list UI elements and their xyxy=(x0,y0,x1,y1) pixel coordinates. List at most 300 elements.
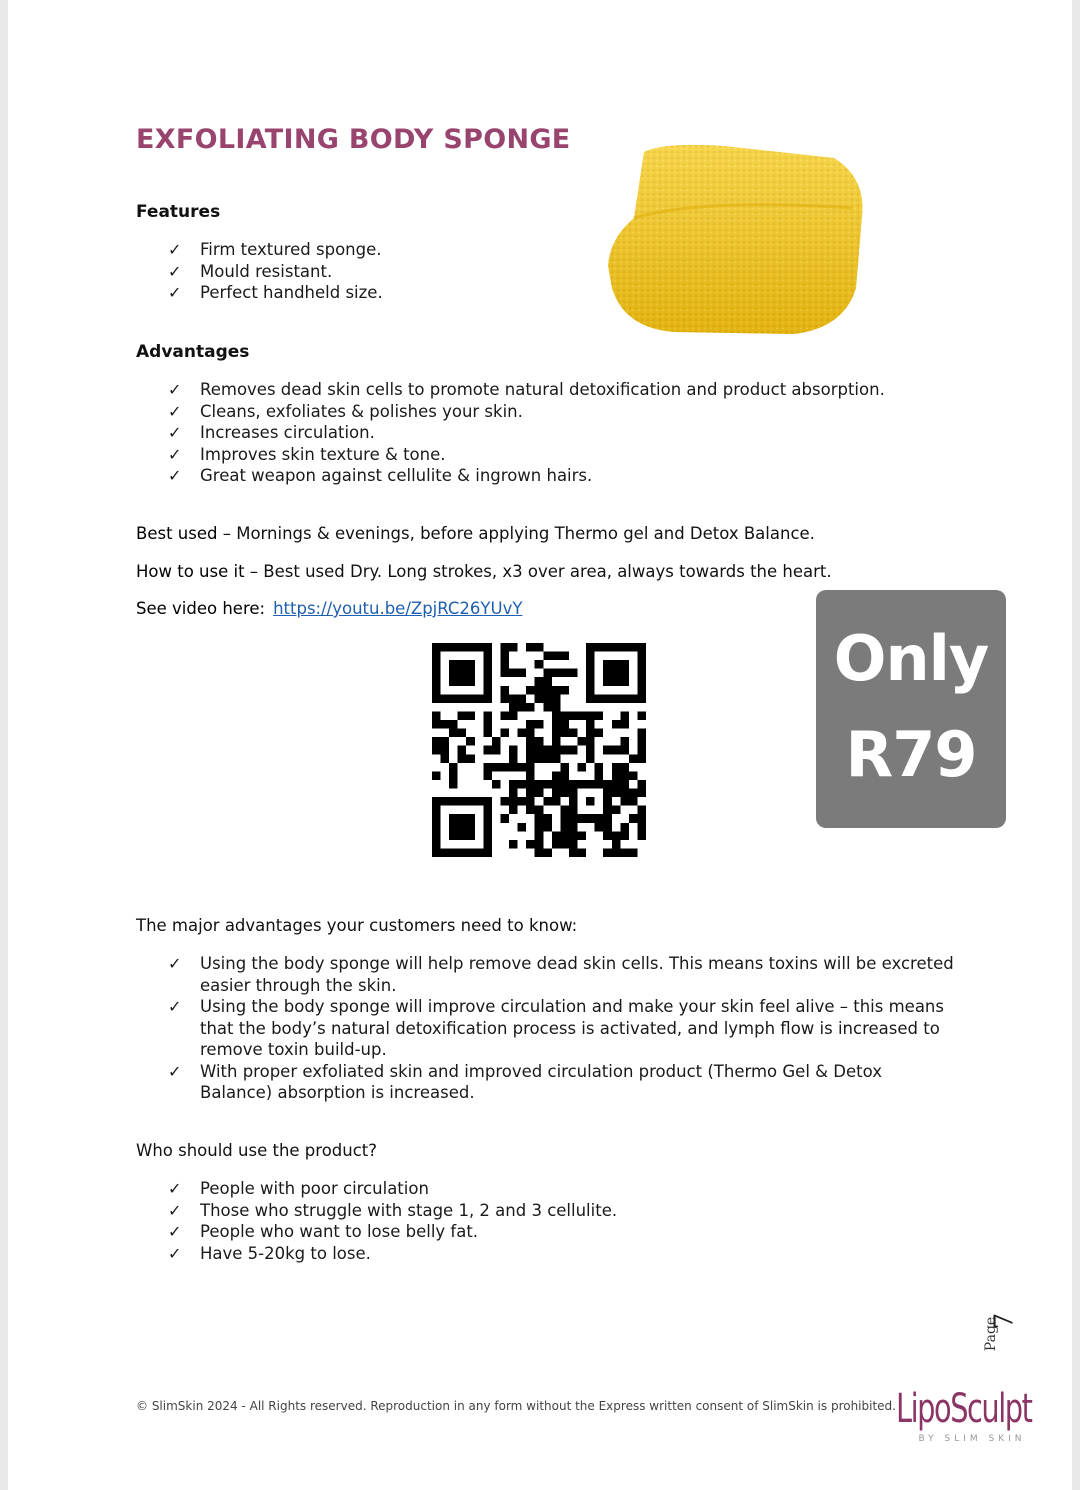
qr-module xyxy=(483,720,492,729)
check-icon: ✓ xyxy=(168,380,182,399)
features-heading: Features xyxy=(136,202,221,222)
qr-module xyxy=(620,660,629,669)
qr-module xyxy=(475,848,484,857)
best-used-line xyxy=(136,524,815,543)
qr-module xyxy=(466,660,475,669)
qr-module xyxy=(526,729,535,738)
price-value: R79 xyxy=(845,718,977,791)
qr-module xyxy=(500,686,509,695)
qr-module xyxy=(603,806,612,815)
qr-module xyxy=(552,771,561,780)
qr-module xyxy=(578,848,587,857)
qr-module xyxy=(637,780,646,789)
qr-module xyxy=(509,789,518,798)
check-icon: ✓ xyxy=(168,1200,182,1220)
qr-module xyxy=(432,643,441,652)
qr-module xyxy=(483,729,492,738)
qr-module xyxy=(458,677,467,686)
qr-module xyxy=(535,660,544,669)
qr-module xyxy=(483,660,492,669)
qr-module xyxy=(560,720,569,729)
qr-module xyxy=(620,737,629,746)
qr-module xyxy=(526,737,535,746)
list-item: ✓ Firm textured sponge. xyxy=(168,240,382,259)
price-badge xyxy=(816,590,1006,828)
qr-module xyxy=(535,806,544,815)
qr-module xyxy=(552,729,561,738)
qr-module xyxy=(458,694,467,703)
qr-module xyxy=(543,652,552,661)
qr-module xyxy=(586,652,595,661)
qr-module xyxy=(586,737,595,746)
qr-module xyxy=(552,797,561,806)
qr-module xyxy=(620,848,629,857)
qr-module xyxy=(466,711,475,720)
qr-module xyxy=(637,711,646,720)
qr-module xyxy=(612,848,621,857)
qr-module xyxy=(441,754,450,763)
qr-module xyxy=(458,823,467,832)
qr-module xyxy=(500,797,509,806)
qr-module xyxy=(552,686,561,695)
qr-module xyxy=(595,694,604,703)
qr-module xyxy=(569,729,578,738)
who-list xyxy=(168,1178,617,1264)
page-number-value: 7 xyxy=(989,1312,1020,1330)
qr-module xyxy=(569,797,578,806)
qr-module xyxy=(432,823,441,832)
list-item: ✓ Great weapon against cellulite & ingrown hairs. xyxy=(168,466,593,485)
qr-module xyxy=(552,746,561,755)
qr-module xyxy=(483,797,492,806)
qr-module xyxy=(509,797,518,806)
qr-module xyxy=(518,797,527,806)
qr-module xyxy=(586,677,595,686)
qr-module xyxy=(432,831,441,840)
qr-module xyxy=(458,746,467,755)
best-used-text: – Mornings & evenings, before applying Thermo gel and Detox Balance. xyxy=(217,524,815,543)
qr-module xyxy=(620,720,629,729)
qr-module xyxy=(552,754,561,763)
qr-module xyxy=(475,643,484,652)
list-item: ✓ Mould resistant. xyxy=(168,261,333,281)
qr-module xyxy=(432,669,441,678)
qr-module xyxy=(637,789,646,798)
qr-module xyxy=(612,677,621,686)
qr-module xyxy=(526,771,535,780)
qr-module xyxy=(526,780,535,789)
qr-module xyxy=(578,780,587,789)
qr-module xyxy=(620,831,629,840)
qr-module xyxy=(560,780,569,789)
qr-module xyxy=(595,780,604,789)
qr-module xyxy=(509,643,518,652)
qr-module xyxy=(509,694,518,703)
qr-module xyxy=(500,643,509,652)
qr-module xyxy=(620,797,629,806)
sponge-image xyxy=(604,138,870,338)
major-advantages-heading: The major advantages your customers need to know: xyxy=(136,916,578,935)
qr-module xyxy=(492,780,501,789)
qr-module xyxy=(612,789,621,798)
qr-module xyxy=(509,703,518,712)
qr-module xyxy=(543,677,552,686)
copyright-notice: © SlimSkin 2024 - All Rights reserved. Reproduction in any form without the Express written consent of SlimSkin is prohibited. xyxy=(136,1399,896,1413)
list-item: ✓ Those who struggle with stage 1, 2 and 3 cellulite. xyxy=(168,1200,618,1220)
qr-module xyxy=(637,754,646,763)
qr-module xyxy=(458,660,467,669)
qr-module xyxy=(518,703,527,712)
qr-module xyxy=(466,669,475,678)
qr-module xyxy=(552,840,561,849)
qr-module xyxy=(483,814,492,823)
list-item: ✓ Have 5-20kg to lose. xyxy=(168,1243,371,1263)
list-item: ✓ Improves skin texture & tone. xyxy=(168,444,446,464)
page-title: EXFOLIATING BODY SPONGE xyxy=(136,124,571,155)
qr-module xyxy=(560,771,569,780)
qr-module xyxy=(637,660,646,669)
qr-module xyxy=(526,754,535,763)
qr-module xyxy=(552,669,561,678)
how-to-use-text: – Best used Dry. Long strokes, x3 over area, always towards the heart. xyxy=(244,562,832,581)
qr-module xyxy=(603,669,612,678)
qr-module xyxy=(595,771,604,780)
qr-module xyxy=(526,797,535,806)
qr-module xyxy=(586,686,595,695)
qr-module xyxy=(586,643,595,652)
qr-module xyxy=(449,771,458,780)
qr-module xyxy=(552,780,561,789)
qr-module xyxy=(543,669,552,678)
qr-module xyxy=(458,729,467,738)
qr-module xyxy=(500,652,509,661)
qr-module xyxy=(432,694,441,703)
qr-module xyxy=(552,720,561,729)
qr-module xyxy=(483,669,492,678)
qr-module xyxy=(612,780,621,789)
how-to-use-line xyxy=(136,562,832,581)
qr-module xyxy=(432,652,441,661)
qr-module xyxy=(552,652,561,661)
qr-module xyxy=(620,711,629,720)
qr-module xyxy=(518,763,527,772)
qr-module xyxy=(569,669,578,678)
qr-module xyxy=(543,694,552,703)
qr-module xyxy=(637,694,646,703)
qr-module xyxy=(432,746,441,755)
qr-module xyxy=(560,831,569,840)
qr-module xyxy=(620,677,629,686)
video-label: See video here: xyxy=(136,599,266,618)
qr-module xyxy=(432,686,441,695)
qr-module xyxy=(612,643,621,652)
check-icon: ✓ xyxy=(168,997,182,1016)
qr-module xyxy=(569,823,578,832)
qr-module xyxy=(518,729,527,738)
qr-module xyxy=(578,763,587,772)
qr-module xyxy=(620,694,629,703)
qr-module xyxy=(500,694,509,703)
qr-module xyxy=(535,840,544,849)
qr-module xyxy=(612,660,621,669)
qr-module xyxy=(483,746,492,755)
video-line xyxy=(136,599,522,618)
qr-module xyxy=(449,729,458,738)
qr-module xyxy=(535,754,544,763)
price-only-text: Only xyxy=(833,622,989,695)
qr-module xyxy=(492,737,501,746)
logo-tagline: BY SLIM SKIN xyxy=(918,1434,1026,1444)
qr-module xyxy=(518,694,527,703)
qr-module xyxy=(586,660,595,669)
qr-module xyxy=(603,643,612,652)
list-item: ✓ With proper exfoliated skin and improved circulation product (Thermo Gel & Detox Balance) absorption is increased. xyxy=(168,1061,882,1102)
qr-module xyxy=(560,840,569,849)
advantages-heading: Advantages xyxy=(136,342,250,362)
qr-module xyxy=(560,746,569,755)
qr-module xyxy=(586,746,595,755)
qr-module xyxy=(603,660,612,669)
qr-module xyxy=(535,643,544,652)
qr-module xyxy=(526,643,535,652)
qr-module xyxy=(500,711,509,720)
qr-module xyxy=(543,797,552,806)
check-icon: ✓ xyxy=(168,283,182,302)
qr-module xyxy=(569,711,578,720)
qr-module xyxy=(432,737,441,746)
qr-module xyxy=(543,823,552,832)
qr-module xyxy=(441,737,450,746)
qr-module xyxy=(449,814,458,823)
qr-module xyxy=(483,686,492,695)
qr-module xyxy=(612,720,621,729)
qr-module xyxy=(535,737,544,746)
qr-code[interactable] xyxy=(432,643,646,857)
qr-module xyxy=(620,746,629,755)
qr-module xyxy=(466,754,475,763)
qr-module xyxy=(543,746,552,755)
qr-module xyxy=(535,677,544,686)
qr-module xyxy=(603,789,612,798)
qr-module xyxy=(612,831,621,840)
best-used-label: Best used xyxy=(136,524,218,543)
list-item: ✓ People who want to lose belly fat. xyxy=(168,1222,479,1241)
video-link[interactable]: https://youtu.be/ZpjRC26YUvY xyxy=(273,599,523,618)
qr-module xyxy=(492,746,501,755)
check-icon: ✓ xyxy=(168,261,182,281)
qr-module xyxy=(500,729,509,738)
qr-module xyxy=(595,711,604,720)
qr-module xyxy=(586,694,595,703)
qr-module xyxy=(526,840,535,849)
qr-module xyxy=(603,780,612,789)
list-item: ✓ People with poor circulation xyxy=(168,1179,429,1198)
qr-module xyxy=(629,789,638,798)
qr-module xyxy=(535,789,544,798)
qr-module xyxy=(526,746,535,755)
qr-module xyxy=(483,643,492,652)
logo-brand-text: LipoSculpt xyxy=(896,1386,1032,1432)
qr-module xyxy=(449,694,458,703)
qr-module xyxy=(560,711,569,720)
qr-module xyxy=(449,831,458,840)
qr-module xyxy=(560,729,569,738)
qr-module xyxy=(458,831,467,840)
qr-module xyxy=(637,806,646,815)
check-icon: ✓ xyxy=(168,423,182,442)
qr-module xyxy=(637,686,646,695)
qr-module xyxy=(509,840,518,849)
qr-module xyxy=(560,814,569,823)
qr-module xyxy=(449,823,458,832)
qr-module xyxy=(637,669,646,678)
check-icon: ✓ xyxy=(168,1061,182,1081)
qr-module xyxy=(629,797,638,806)
document-page xyxy=(8,0,1072,1490)
qr-module xyxy=(620,669,629,678)
qr-module xyxy=(543,814,552,823)
qr-module xyxy=(483,806,492,815)
qr-module xyxy=(449,848,458,857)
qr-module xyxy=(432,771,441,780)
qr-module xyxy=(449,669,458,678)
qr-module xyxy=(483,848,492,857)
qr-module xyxy=(552,703,561,712)
qr-module xyxy=(620,789,629,798)
qr-module xyxy=(595,643,604,652)
qr-module xyxy=(569,814,578,823)
qr-module xyxy=(483,711,492,720)
qr-module xyxy=(560,652,569,661)
qr-module xyxy=(535,823,544,832)
qr-module xyxy=(603,823,612,832)
qr-module xyxy=(586,720,595,729)
qr-module xyxy=(466,737,475,746)
qr-module xyxy=(637,652,646,661)
qr-module xyxy=(466,797,475,806)
qr-module xyxy=(560,806,569,815)
qr-module xyxy=(509,669,518,678)
qr-module xyxy=(449,780,458,789)
qr-module xyxy=(629,771,638,780)
qr-module xyxy=(535,686,544,695)
qr-module xyxy=(526,806,535,815)
qr-module xyxy=(560,823,569,832)
qr-module xyxy=(543,780,552,789)
qr-module xyxy=(543,754,552,763)
qr-module xyxy=(509,763,518,772)
qr-module xyxy=(432,677,441,686)
qr-module xyxy=(552,711,561,720)
check-icon: ✓ xyxy=(168,1222,182,1241)
page-number xyxy=(978,1300,1038,1370)
qr-module xyxy=(637,746,646,755)
qr-module xyxy=(535,814,544,823)
qr-module xyxy=(441,746,450,755)
qr-module xyxy=(569,848,578,857)
qr-module xyxy=(637,677,646,686)
qr-module xyxy=(535,848,544,857)
qr-module xyxy=(466,848,475,857)
qr-module xyxy=(526,720,535,729)
qr-module xyxy=(483,771,492,780)
qr-module xyxy=(552,737,561,746)
qr-module xyxy=(458,797,467,806)
how-to-use-label: How to use it xyxy=(136,562,245,581)
check-icon: ✓ xyxy=(168,1179,182,1198)
qr-module xyxy=(569,806,578,815)
qr-module xyxy=(483,677,492,686)
qr-module xyxy=(637,737,646,746)
check-icon: ✓ xyxy=(168,401,182,421)
qr-module xyxy=(432,720,441,729)
qr-module xyxy=(518,780,527,789)
qr-module xyxy=(620,763,629,772)
qr-module xyxy=(432,660,441,669)
qr-module xyxy=(586,669,595,678)
check-icon: ✓ xyxy=(168,444,182,464)
qr-module xyxy=(612,694,621,703)
qr-module xyxy=(612,746,621,755)
qr-module xyxy=(586,711,595,720)
qr-module xyxy=(560,789,569,798)
qr-module xyxy=(449,797,458,806)
qr-module xyxy=(586,729,595,738)
qr-module xyxy=(612,669,621,678)
qr-module xyxy=(637,814,646,823)
qr-module xyxy=(475,694,484,703)
qr-module xyxy=(449,677,458,686)
qr-module xyxy=(458,814,467,823)
qr-module xyxy=(603,694,612,703)
page-word: Page xyxy=(983,1316,1000,1352)
qr-module xyxy=(441,720,450,729)
qr-module xyxy=(483,652,492,661)
qr-module xyxy=(535,720,544,729)
qr-module xyxy=(578,711,587,720)
qr-module xyxy=(466,823,475,832)
qr-module xyxy=(432,806,441,815)
qr-module xyxy=(526,763,535,772)
qr-module xyxy=(603,814,612,823)
qr-module xyxy=(526,703,535,712)
qr-module xyxy=(569,831,578,840)
qr-module xyxy=(449,720,458,729)
qr-module xyxy=(637,831,646,840)
qr-module xyxy=(441,848,450,857)
qr-module xyxy=(620,823,629,832)
qr-module xyxy=(449,763,458,772)
qr-module xyxy=(586,754,595,763)
qr-module xyxy=(500,669,509,678)
check-icon: ✓ xyxy=(168,954,182,973)
brand-logo xyxy=(892,1386,1052,1466)
advantages-list xyxy=(168,379,885,487)
qr-module xyxy=(603,797,612,806)
qr-module xyxy=(483,763,492,772)
qr-module xyxy=(595,763,604,772)
qr-module xyxy=(483,823,492,832)
qr-module xyxy=(432,840,441,849)
qr-module xyxy=(535,780,544,789)
qr-module xyxy=(603,848,612,857)
qr-module xyxy=(500,763,509,772)
qr-module xyxy=(603,831,612,840)
qr-module xyxy=(620,780,629,789)
qr-module xyxy=(535,694,544,703)
qr-module xyxy=(569,780,578,789)
qr-module xyxy=(535,831,544,840)
